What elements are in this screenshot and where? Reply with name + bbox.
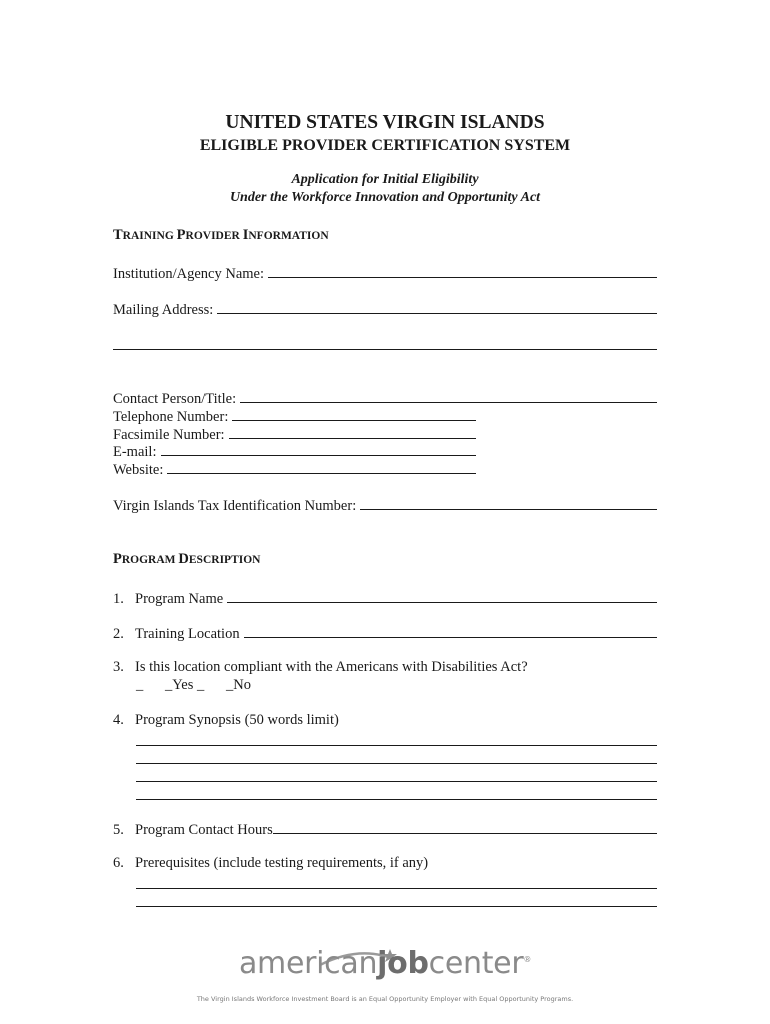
equal-opportunity-notice: The Virgin Islands Workforce Investment Board is an Equal Opportunity Employer with Equal Opportunity Programs.: [196, 995, 574, 1003]
contact-input-line[interactable]: [240, 388, 657, 403]
telephone-input-line[interactable]: [232, 406, 476, 421]
contact-hours-input-line[interactable]: [273, 819, 657, 834]
item-number: 1.: [113, 591, 124, 607]
item-number: 4.: [113, 712, 124, 728]
logo-word: center: [428, 946, 524, 981]
tax-id-field: [113, 495, 657, 515]
application-type: Application for Initial Eligibility: [291, 172, 479, 187]
program-item-3: [113, 659, 657, 676]
institution-input-line[interactable]: [268, 263, 657, 278]
section-heading-program: [113, 551, 260, 568]
heading-word: RAINING: [122, 230, 177, 242]
prerequisites-label: Prerequisites (include testing requirements, if any): [135, 855, 429, 871]
heading-word: ROVIDER: [185, 230, 243, 242]
american-job-center-logo: [0, 946, 770, 981]
institution-label: Institution/Agency Name:: [113, 266, 265, 282]
synopsis-line[interactable]: [136, 781, 657, 782]
website-field: [113, 459, 476, 479]
program-name-label: Program Name: [135, 591, 224, 607]
email-field: [113, 441, 476, 461]
prerequisites-line[interactable]: [136, 906, 657, 907]
registered-mark: ®: [523, 955, 532, 964]
item-number: 6.: [113, 855, 124, 871]
training-location-input-line[interactable]: [244, 623, 657, 638]
mailing-input-line[interactable]: [217, 299, 657, 314]
application-act: Under the Workforce Innovation and Opportunity Act: [229, 190, 541, 205]
item-number: 2.: [113, 626, 124, 642]
heading-letter: T: [113, 227, 123, 243]
ada-question-label: Is this location compliant with the Americans with Disabilities Act?: [135, 659, 528, 675]
heading-letter: I: [242, 227, 249, 243]
heading-word: ROGRAM: [121, 554, 179, 566]
program-item-5: [113, 819, 657, 839]
item-number: 5.: [113, 822, 124, 838]
fax-input-line[interactable]: [229, 424, 476, 439]
document-title: UNITED STATES VIRGIN ISLANDS: [225, 112, 545, 133]
prerequisites-line[interactable]: [136, 888, 657, 889]
logo-word: job: [377, 946, 429, 981]
contact-field: [113, 388, 657, 408]
item-number: 3.: [113, 659, 124, 675]
synopsis-line[interactable]: [136, 763, 657, 764]
synopsis-line[interactable]: [136, 745, 657, 746]
logo-word: american: [238, 946, 378, 981]
mailing-field: [113, 299, 657, 319]
email-input-line[interactable]: [161, 441, 477, 456]
heading-word: ESCRIPTION: [188, 554, 261, 566]
tax-id-input-line[interactable]: [360, 495, 657, 510]
ada-options[interactable]: _ _Yes _ _No: [136, 677, 251, 693]
website-input-line[interactable]: [167, 459, 476, 474]
program-item-4: [113, 712, 657, 729]
contact-hours-label: Program Contact Hours: [135, 822, 273, 838]
program-item-1: [113, 588, 657, 608]
telephone-label: Telephone Number:: [113, 409, 229, 425]
document-subtitle: ELIGIBLE PROVIDER CERTIFICATION SYSTEM: [199, 137, 571, 154]
synopsis-label: Program Synopsis (50 words limit): [135, 712, 339, 728]
program-name-input-line[interactable]: [227, 588, 657, 603]
synopsis-line[interactable]: [136, 799, 657, 800]
training-location-label: Training Location: [135, 626, 240, 642]
program-item-6: [113, 855, 657, 872]
heading-letter: D: [178, 551, 189, 567]
website-label: Website:: [113, 462, 164, 478]
email-label: E-mail:: [113, 444, 157, 460]
mailing-input-line-2[interactable]: [113, 349, 657, 350]
mailing-label: Mailing Address:: [113, 302, 214, 318]
tax-id-label: Virgin Islands Tax Identification Number:: [113, 498, 357, 514]
section-heading-provider: [113, 227, 329, 244]
fax-label: Facsimile Number:: [113, 427, 225, 443]
contact-label: Contact Person/Title:: [113, 391, 237, 407]
institution-field: [113, 263, 657, 283]
heading-letter: P: [113, 551, 122, 567]
telephone-field: [113, 406, 476, 426]
heading-letter: P: [176, 227, 186, 243]
heading-word: NFORMATION: [248, 230, 329, 242]
program-item-2: [113, 623, 657, 643]
